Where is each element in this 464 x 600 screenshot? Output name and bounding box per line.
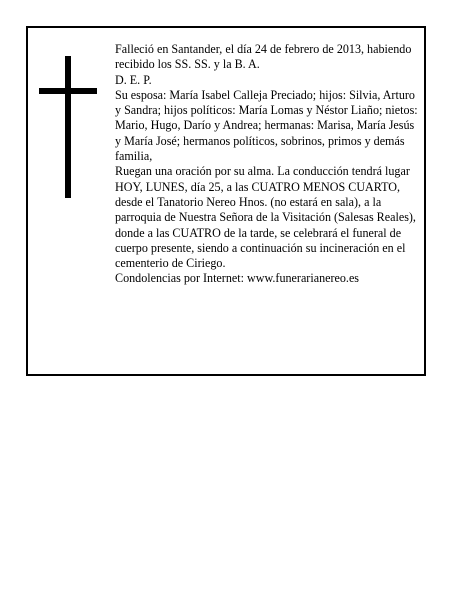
cross-vertical-bar: [65, 56, 71, 198]
notice-funeral-details: Ruegan una oración por su alma. La conducción tendrá lugar HOY, LUNES, día 25, a las CUATRO MENOS CUARTO, desde el Tanatorio Nereo Hnos. (no estará en sala), a la parroquia de Nuestra Señora de la Visitación (Salesas Reales), donde a las CUATRO de la tarde, se celebrará el funeral de cuerpo presente, siendo a continuación su incineración en el cementerio de Ciriego.: [115, 164, 416, 271]
cross-icon: [39, 56, 97, 198]
notice-condolences: Condolencias por Internet: www.funerarianereo.es: [115, 271, 360, 286]
notice-family-list: Su esposa: María Isabel Calleja Preciado; hijos: Silvia, Arturo y Sandra; hijos políticos: María Lomas y Néstor Liaño; nietos: Mario, Hugo, Darío y Andrea; hermanas: Marisa, María Jesús y María José; hermanos políticos, sobrinos, primos y demás familia,: [115, 87, 418, 164]
cross-horizontal-bar: [39, 88, 97, 94]
notice-death-announcement: Falleció en Santander, el día 24 de febrero de 2013, habiendo recibido los SS. SS. y la B. A.: [115, 42, 412, 72]
notice-rip: D. E. P.: [115, 72, 152, 87]
obituary-notice: [26, 26, 426, 376]
notice-text: [115, 42, 421, 287]
